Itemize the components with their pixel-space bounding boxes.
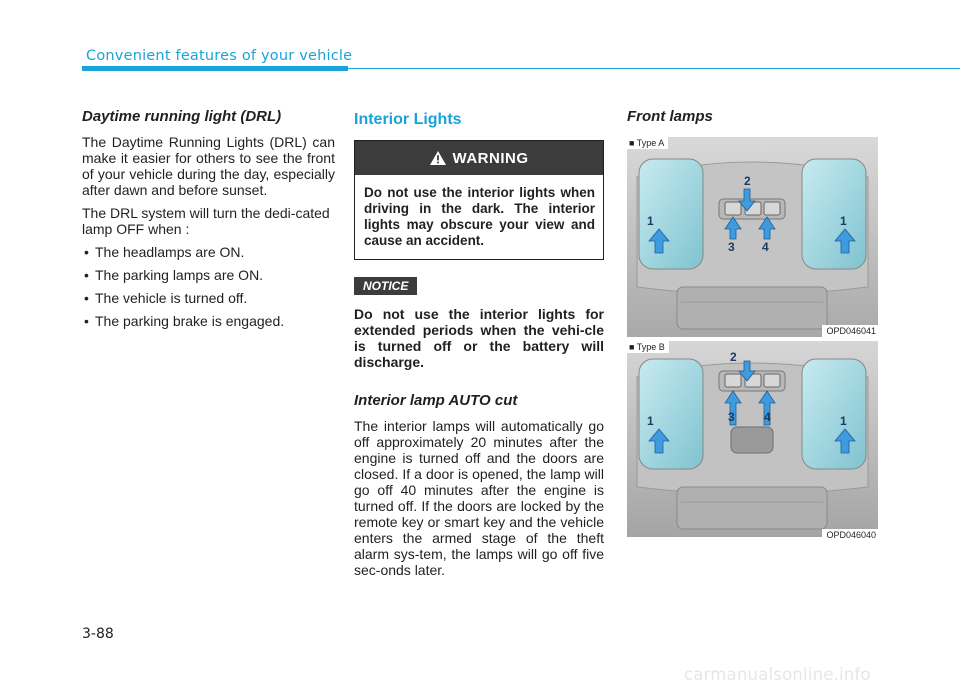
callout-3: 3 [728,410,735,424]
figure-type-label: ■ Type A [627,137,668,149]
drl-paragraph-1: The Daytime Running Lights (DRL) can make it easier for others to see the front of your vehicle during the day, especially after dawn and before sunset. [82,134,335,198]
callout-1-left: 1 [647,214,654,228]
list-item: • The parking brake is engaged. [82,313,335,329]
list-item: • The vehicle is turned off. [82,290,335,306]
callout-4: 4 [764,410,771,424]
figure-type-b [627,341,878,541]
warning-label: WARNING [452,149,529,167]
notice-text: Do not use the interior lights for extended periods when the vehi-cle is turned off or the battery will discharge. [354,306,604,370]
figure-code: OPD046041 [822,325,878,337]
callout-1-right: 1 [840,414,847,428]
column-interior-lights [354,108,604,585]
drl-heading: Daytime running light (DRL) [82,108,282,125]
page-header [0,44,960,72]
callout-1-right: 1 [840,214,847,228]
callout-4: 4 [762,240,769,254]
column-drl [82,108,335,336]
notice-badge: NOTICE [354,277,417,295]
watermark: carmanualsonline.info [684,665,871,684]
warning-header [355,141,603,175]
overhead-console-illustration-a [627,137,878,337]
column-front-lamps [627,108,878,541]
page-number: 3-88 [82,626,114,642]
drl-condition-list [82,244,335,329]
auto-cut-text: The interior lamps will automatically go off approximately 20 minutes after the engine is turned off and the doors are closed. If a door is opened, the lamp will go off 40 minutes after the engine is turned off. If the doors are locked by the remote key or smart key and the vehicle enters the armed stage of the theft alarm sys-tem, the lamps will go off five sec-onds later. [354,418,604,578]
warning-triangle-icon [430,151,446,165]
front-lamps-heading: Front lamps [627,108,713,125]
callout-2: 2 [744,174,751,188]
warning-box [354,140,604,260]
interior-lights-heading: Interior Lights [354,111,462,128]
section-title: Convenient features of your vehicle [86,48,353,64]
header-accent-bar [82,66,348,71]
header-rule [348,68,960,69]
auto-cut-heading: Interior lamp AUTO cut [354,392,518,409]
figure-code: OPD046040 [822,529,878,541]
list-item: • The parking lamps are ON. [82,267,335,283]
callout-3: 3 [728,240,735,254]
list-item: • The headlamps are ON. [82,244,335,260]
figure-type-label: ■ Type B [627,341,669,353]
callout-1-left: 1 [647,414,654,428]
overhead-console-illustration-b [627,341,878,537]
callout-2: 2 [730,350,737,364]
drl-paragraph-2: The DRL system will turn the dedi-cated lamp OFF when : [82,205,330,237]
warning-text: Do not use the interior lights when driving in the dark. The interior lights may obscure your view and cause an accident. [364,185,595,248]
figure-type-a [627,137,878,337]
